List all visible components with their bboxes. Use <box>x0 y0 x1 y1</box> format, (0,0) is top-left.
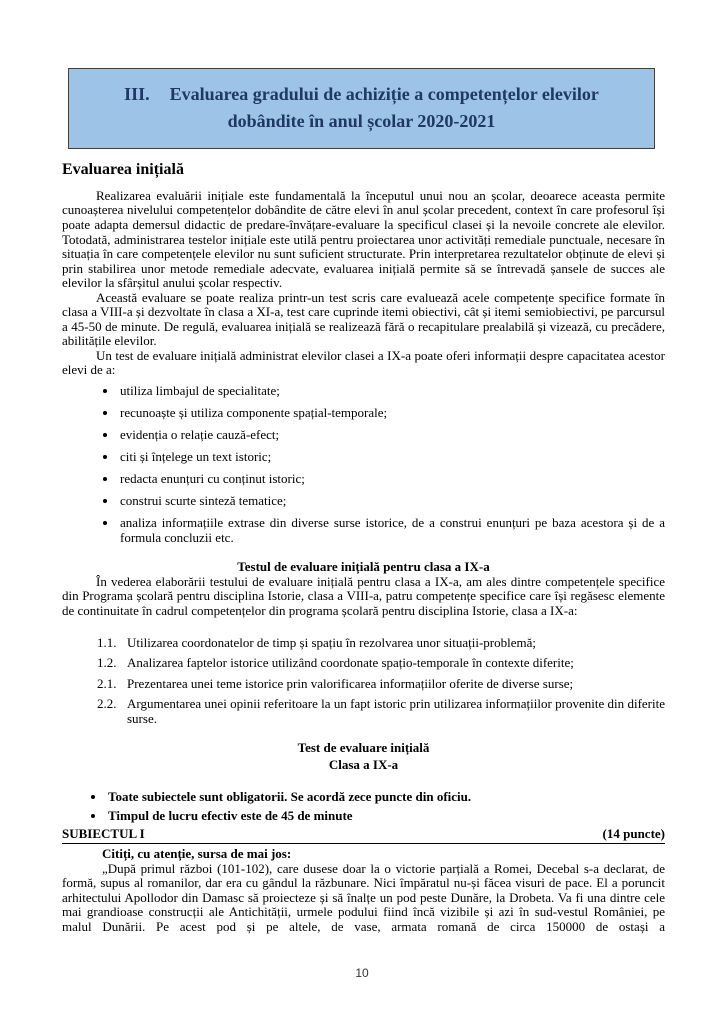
chapter-number: III. <box>124 84 150 104</box>
competency-text: Utilizarea coordonatelor de timp și spațiu în rezolvarea unor situații-problemă; <box>127 634 536 650</box>
competency-number: 2.1. <box>97 675 117 691</box>
abilities-list <box>62 384 665 545</box>
list-item: • citi și înțelege un text istoric; <box>118 450 665 465</box>
list-item: • recunoaște și utiliza componente spațial-temporale; <box>118 406 665 421</box>
paragraph-test-section: În vederea elaborării testului de evaluare inițială pentru clasa a IX-a, am ales dintre competențele specifice din Programa școlară pentru disciplina Istorie, clasa a VIII-a, patru competențe specifice care își regăsesc elemente de continuitate în cadrul competențelor din programa școlară pentru disciplina Istorie, clasa a IX-a: <box>62 573 665 619</box>
competency-number: 2.2. <box>97 696 117 712</box>
competency-item <box>97 677 665 692</box>
test-title-line1: Test de evaluare inițială <box>297 740 430 756</box>
source-quote: „După primul război (101-102), care dusese doar la o victorie parțială a Romei, Decebal s-a declarat, de formă, supus al romanilor, dar era cu gândul la răzbunare. Nici împăratul nu-și făcea visuri de pace. El a poruncit arhitectului Apollodor din Damasc să proiecteze și să înalțe un pod peste Dunăre, la Drobeta. Va fi una dintre cele mai grandioase construcții ale Antichității, urmele podului fiind încă vizibile și azi în sud-vestul României, pe malul Dunării. Pe acest pod și pe altele, de vase, armata romană de circa 150000 de ostași a <box>62 860 665 934</box>
test-title-block <box>62 739 665 773</box>
section-heading: Evaluarea inițială <box>62 161 184 178</box>
list-item: • utiliza limbajul de specialitate; <box>118 384 665 399</box>
chapter-title-line1: Evaluarea gradului de achiziție a competențelor elevilor <box>169 84 599 104</box>
paragraph-initial-eval-1: Realizarea evaluării inițiale este fundamentală la începutul unui nou an școlar, deoarece aceasta permite cunoașterea nivelului competențelor dobândite de către elevi în anul școlar precedent, context în care profesorul își poate adapta demersul didactic de predare-învățare-evaluare la specificul clasei și la nevoile concrete ale elevilor. Totodată, administrarea testelor inițiale este utilă pentru proiectarea unor activități remediale punctuale, necesare în situația în care competențele elevilor nu sunt suficient structurate. Prin interpretarea rezultatelor obținute de elevi și prin stabilirea unor metode remediale adecvate, evaluarea inițială permite să se întrevadă șansele de succes ale elevilor la sfârșitul anului școlar respectiv. <box>62 187 665 291</box>
list-item: • construi scurte sinteză tematice; <box>118 494 665 509</box>
chapter-banner <box>68 68 655 149</box>
chapter-title-line2: dobândite în anul școlar 2020-2021 <box>227 111 496 131</box>
list-item: • evidenția o relație cauză-efect; <box>118 428 665 443</box>
list-item: • redacta enunțuri cu conținut istoric; <box>118 472 665 487</box>
test-title-line2: Clasa a IX-a <box>328 757 399 773</box>
subject-points: (14 puncte) <box>602 826 665 842</box>
list-item: • analiza informațiile extrase din diverse surse istorice, de a construi enunțuri pe baza acestora și de a formula concluzii etc. <box>118 516 665 545</box>
subject-label: SUBIECTUL I <box>62 826 145 842</box>
competency-text: Argumentarea unei opinii referitoare la un fapt istoric prin utilizarea informațiilor provenite din diferite surse. <box>127 696 665 726</box>
paragraph-initial-eval-3: Un test de evaluare inițială administrat elevilor clasei a IX-a poate oferi informații despre capacitatea acestor elevi de a: <box>62 347 665 378</box>
competency-item <box>97 656 665 671</box>
test-section-heading: Testul de evaluare inițială pentru clasa a IX-a <box>237 559 490 575</box>
instruction-item: • Toate subiectele sunt obligatorii. Se acordă zece puncte din oficiu. <box>106 790 665 805</box>
competency-item <box>97 697 665 726</box>
paragraph-initial-eval-2: Această evaluare se poate realiza printr-un test scris care evaluează acele competențe specifice formate în clasa a VIII-a și dezvoltate în clasa a XI-a, test care cuprinde itemi obiectivi, cât și itemi semiobiectivi, pe parcursul a 45-50 de minute. De regulă, evaluarea inițială se realizează fără o recapitulare prealabilă și vizează, cu precădere, abilitățile elevilor. <box>62 289 665 349</box>
competency-number: 1.1. <box>97 634 117 650</box>
competency-number: 1.2. <box>97 655 117 671</box>
competency-text: Analizarea faptelor istorice utilizând coordonate spațio-temporale în contexte diferite; <box>127 655 574 671</box>
page-number: 10 <box>355 965 369 980</box>
competencies-list <box>62 636 665 727</box>
competency-text: Prezentarea unei teme istorice prin valorificarea informațiilor oferite de diverse surse; <box>127 675 574 691</box>
chapter-banner-line1 <box>97 81 626 108</box>
instructions-list <box>62 790 665 823</box>
competency-item <box>97 636 665 651</box>
read-instruction: Citiți, cu atenție, sursa de mai jos: <box>102 845 292 861</box>
instruction-item: • Timpul de lucru efectiv este de 45 de minute <box>106 809 665 824</box>
subject-header-row <box>62 827 665 844</box>
